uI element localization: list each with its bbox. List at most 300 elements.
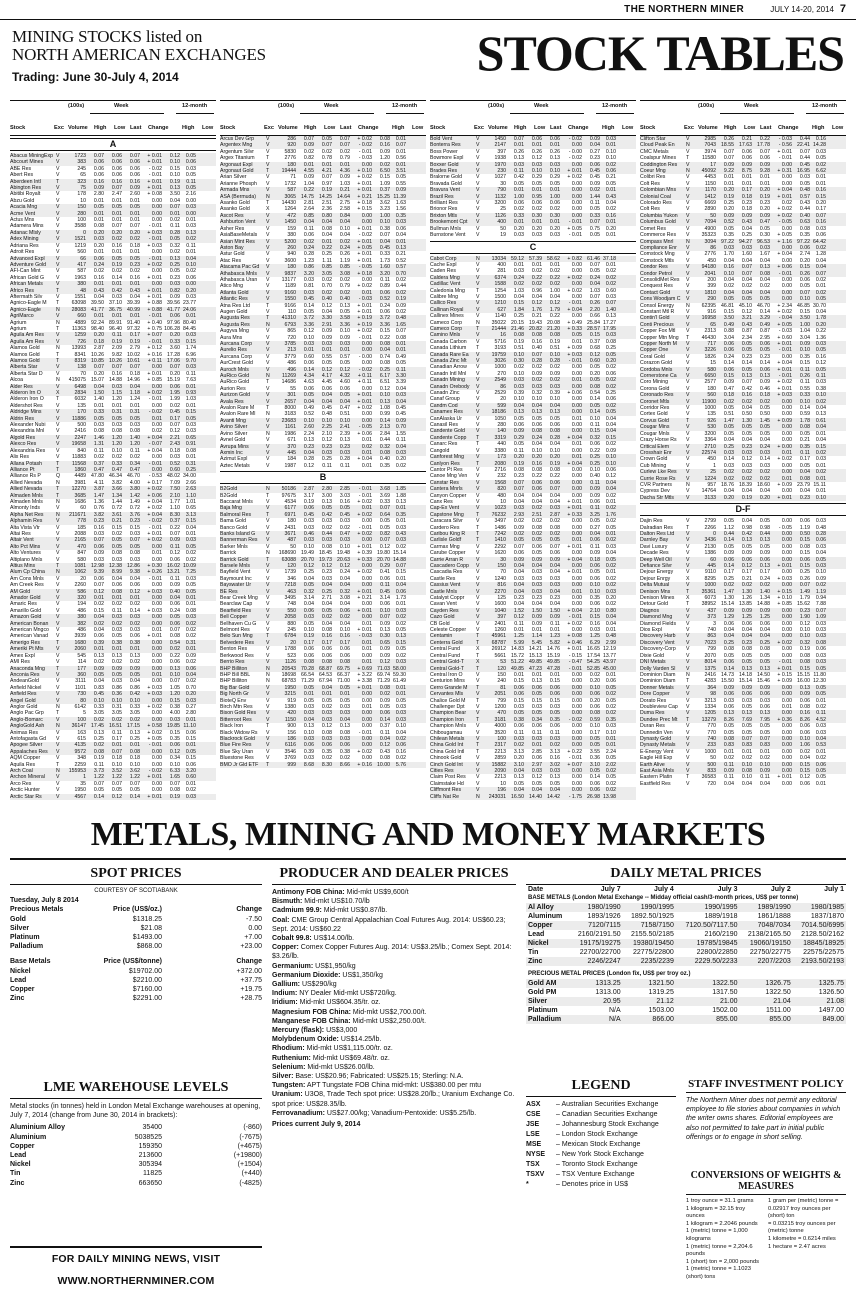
last: 0.33 [129, 703, 140, 710]
volume: 286 [287, 136, 296, 142]
week-low: 0.06 [531, 136, 542, 142]
change: 0.00 [151, 755, 162, 762]
exchange: V [476, 377, 480, 384]
stock-rows [220, 136, 426, 768]
change: + 0.02 [147, 261, 162, 268]
week-high: 0.04 [93, 293, 104, 300]
high-12m: 0.52 [379, 296, 390, 303]
week-high: 0.05 [723, 424, 734, 431]
stock-name: Bitterroot Res [220, 716, 252, 723]
week-low: 0.03 [321, 735, 332, 742]
change: 0.00 [151, 364, 162, 371]
stock-name: Chalice Gold M [430, 697, 466, 704]
last: 0.03 [339, 710, 350, 717]
low-12m: 0.60 [185, 774, 196, 781]
exchange: V [476, 447, 480, 454]
volume: 16958 [701, 315, 716, 322]
low-12m: 0.45 [395, 405, 406, 412]
low-12m: 0.01 [185, 716, 196, 723]
volume: 80 [80, 697, 86, 704]
volume: 1334 [704, 703, 716, 710]
change: 0.00 [571, 187, 582, 194]
stock-name: Augusta Res [220, 315, 250, 322]
week-high: 0.11 [724, 774, 734, 781]
exchange: V [56, 370, 60, 377]
volume: 1132 [494, 193, 506, 200]
stock-name: Bannerman Res [220, 537, 258, 544]
change: 0.00 [571, 671, 582, 678]
week-low: 0.12 [321, 563, 332, 569]
high-12m: 0.35 [799, 443, 810, 450]
week-low: 0.04 [111, 575, 122, 582]
low-12m: 0.20 [395, 456, 406, 463]
high-12m: 0.15 [799, 264, 810, 271]
last: 0.83 [759, 742, 770, 749]
last: 0.05 [759, 729, 770, 736]
high-12m: 0.08 [379, 341, 390, 347]
low-12m: 0.01 [395, 161, 406, 168]
last: 0.09 [129, 185, 140, 192]
volume: 50186 [281, 486, 296, 493]
exchange: N [56, 479, 60, 486]
change: 0.00 [781, 424, 792, 431]
week-low: 0.19 [111, 261, 122, 268]
low-12m: 0.04 [605, 422, 616, 429]
producer-price: Mid-mkt US$26.00/lb. [305, 1063, 375, 1071]
stock-name: Asanko Gold [220, 200, 250, 207]
stock-name: Apogee Silver [10, 742, 43, 749]
stock-name: Condor Res [640, 264, 668, 271]
legend-code: MSE [526, 1141, 542, 1148]
change: 0.00 [571, 268, 582, 275]
stock-name: Centamin [430, 633, 453, 640]
change: - 0.04 [778, 315, 792, 322]
high-12m: 0.02 [169, 249, 180, 256]
change: + 0.85 [777, 601, 792, 608]
footer-banner[interactable]: FOR DAILY MINING NEWS, VISIT WWW.NORTHERNMINER.COM [10, 1246, 262, 1268]
volume: 2292 [494, 543, 506, 550]
low-12m: 11.39 [393, 193, 406, 200]
week-high: 0.02 [513, 281, 524, 288]
last: 0.06 [549, 422, 560, 429]
header-high: High [724, 125, 737, 131]
exchange: V [56, 409, 60, 416]
stock-level: 11825 [143, 1170, 162, 1178]
high-12m: 39.56 [167, 300, 180, 307]
last: 0.10 [129, 697, 140, 704]
exchange: V [56, 671, 60, 678]
week-low: 14.25 [319, 193, 332, 200]
low-12m: 1.09 [815, 614, 826, 621]
exchange: V [476, 723, 480, 730]
low-12m: 0.03 [185, 793, 196, 800]
volume: 14686 [281, 379, 296, 386]
low-12m: 0.05 [395, 627, 406, 634]
daily-cell: 1497.00 [818, 1007, 844, 1014]
last: 0.01 [129, 313, 140, 320]
exchange: V [686, 494, 690, 501]
exchange: T [686, 588, 690, 595]
week-low: 0.11 [112, 332, 122, 339]
last: 0.01 [129, 249, 140, 256]
volume: 1040 [494, 607, 506, 614]
volume: 15 [710, 360, 716, 367]
week-high: 0.14 [723, 456, 734, 463]
change: + 0.09 [777, 481, 792, 488]
exchange: V [266, 257, 270, 264]
high-12m: 0.65 [379, 639, 390, 646]
header-stock: Stock [640, 125, 656, 131]
volume: 2431 [284, 524, 296, 531]
last: 0.25 [129, 735, 140, 742]
stock-name: Arco Res [10, 780, 32, 787]
exchange: V [686, 684, 690, 691]
last: 0.13 [759, 665, 770, 672]
stock-name: Canforest Mng [430, 454, 465, 461]
week-low: 1.20 [111, 396, 122, 403]
exchange: V [266, 742, 270, 749]
last: 0.06 [129, 172, 140, 179]
volume: 2260 [74, 582, 86, 589]
conversions-left [686, 1198, 764, 1282]
change: + 0.01 [567, 505, 582, 512]
change: 0.00 [781, 405, 792, 412]
last: 4.36 [339, 168, 350, 175]
high-12m: 0.19 [799, 646, 810, 653]
volume: 180 [287, 161, 296, 168]
high-12m: 0.45 [589, 168, 600, 175]
low-12m: 80.40 [183, 319, 196, 326]
low-12m: 0.11 [396, 437, 406, 444]
week-high: 0.03 [303, 710, 314, 717]
week-high: 0.25 [723, 639, 734, 646]
low-12m: 0.20 [605, 225, 616, 232]
volume: 5200 [284, 238, 296, 245]
stock-name: Canarc Res [430, 441, 458, 448]
week-low: 0.06 [531, 543, 542, 550]
low-12m: 0.02 [605, 768, 616, 774]
high-12m: 0.07 [799, 148, 810, 155]
week-low: 14.21 [529, 646, 542, 653]
stock-name: Discovery Vent [640, 639, 675, 646]
week-high: 0.12 [303, 563, 314, 569]
week-high: 0.02 [93, 601, 104, 608]
last: 3.05 [129, 710, 140, 717]
week-high: 0.01 [93, 313, 104, 320]
week-high: 0.05 [303, 582, 314, 589]
stock-name: Consol Energy [640, 302, 675, 309]
last: 0.09 [759, 212, 770, 219]
high-12m: 3.04 [799, 334, 810, 341]
low-12m: 0.01 [185, 217, 196, 224]
low-12m: 0.04 [395, 729, 406, 736]
daily-cell: 20.95 [569, 997, 622, 1006]
high-12m: 0.06 [169, 601, 180, 608]
week-low: 0.04 [321, 232, 332, 239]
last: 0.13 [129, 729, 140, 736]
week-high: 0.10 [303, 627, 314, 634]
exchange: V [266, 524, 270, 531]
week-low: 0.12 [741, 456, 752, 463]
week-high: 0.02 [513, 364, 524, 371]
volume: 450 [707, 456, 716, 463]
exchange: X [686, 575, 690, 582]
low-12m: 0.02 [605, 441, 616, 448]
volume: 323 [77, 178, 86, 185]
legend-meaning: – TSX Venture Exchange [556, 1171, 635, 1178]
volume: 25 [710, 469, 716, 476]
last: 0.18 [129, 755, 140, 762]
high-12m: 0.04 [589, 142, 600, 149]
exchange: V [686, 385, 690, 392]
high-12m: 0.08 [799, 659, 810, 666]
change: - 0.01 [568, 300, 582, 307]
change: 0.00 [361, 385, 372, 392]
low-12m: 0.00 [185, 210, 196, 217]
volume: 6669 [704, 200, 716, 207]
week-low: 0.06 [531, 479, 542, 486]
stock-name: Agnico-Eagle [10, 306, 41, 313]
low-12m: 0.01 [815, 462, 826, 469]
volume: 1588 [494, 281, 506, 288]
week-low: 0.32 [531, 390, 542, 397]
low-12m: 0.09 [185, 652, 196, 659]
high-12m: 71.29 [377, 678, 390, 685]
high-12m: 0.10 [799, 735, 810, 742]
week-high: 3.50 [723, 315, 734, 322]
stock-name: Canoe Mng Ven [430, 473, 468, 480]
exchange: V [686, 430, 690, 437]
low-12m: 0.03 [395, 607, 406, 614]
stock-name: Cities Res [430, 768, 454, 774]
exchange: T [476, 748, 480, 755]
stock-name: Copper Mtn Mng [640, 334, 679, 341]
week-high: 0.01 [513, 627, 524, 634]
legend-item [526, 1100, 676, 1110]
week-high: 0.04 [513, 498, 524, 505]
volume: 1189 [284, 283, 296, 290]
volume: 1101 [74, 684, 86, 691]
high-12m: 0.03 [169, 716, 180, 723]
high-12m: 1.00 [799, 321, 810, 328]
low-12m: 0.01 [815, 488, 826, 495]
exchange: V [476, 142, 480, 149]
change: 0.00 [781, 225, 792, 232]
high-12m: 0.06 [799, 723, 810, 730]
change: + 0.02 [357, 498, 372, 505]
last: 0.03 [339, 518, 350, 525]
low-12m: 0.02 [185, 678, 196, 685]
week-low: 0.04 [321, 219, 332, 226]
last: 0.06 [759, 366, 770, 373]
exchange: V [686, 607, 690, 614]
week-low: 1.26 [741, 595, 752, 602]
high-12m: 0.36 [589, 755, 600, 762]
high-12m: 0.06 [379, 710, 390, 717]
volume: 1140 [494, 313, 506, 320]
exchange: V [476, 168, 480, 175]
exchange: V [686, 328, 690, 335]
week-high: 2.93 [513, 511, 524, 518]
change: - 0.05 [778, 219, 792, 226]
change: + 0.01 [777, 148, 792, 155]
week-low: 0.01 [321, 238, 332, 245]
change: + 0.04 [567, 556, 582, 563]
stock-name: Coronet Mtls [640, 398, 670, 405]
stock-name: Curlew Lke Res [640, 469, 677, 476]
low-12m: 0.02 [395, 276, 406, 283]
volume: 799 [497, 697, 506, 704]
week-low: 0.10 [321, 417, 332, 424]
stock-name: Dejour Energy [640, 569, 674, 576]
volume: 280 [497, 422, 506, 429]
stock-name: Alder Res [10, 383, 33, 390]
high-12m: 6.17 [379, 373, 390, 380]
stock-name: Canaf Group [430, 396, 460, 403]
legend-item [526, 1140, 676, 1150]
high-12m: 0.35 [799, 353, 810, 360]
change: 0.00 [781, 161, 792, 168]
exchange: V [56, 582, 60, 589]
low-12m: 0.00 [185, 197, 196, 204]
low-12m: 0.03 [185, 204, 196, 211]
week-low: 4.17 [321, 373, 332, 380]
stock-name: Columbia Yukon [640, 212, 678, 219]
exchange: V [266, 537, 270, 544]
daily-cell: 849.00 [793, 1015, 846, 1024]
week-low: 2.80 [321, 486, 332, 493]
week-low: 3.52 [111, 768, 122, 774]
exchange: T [686, 524, 690, 531]
header-volume: Volume [278, 125, 298, 131]
exchange: V [56, 774, 60, 781]
high-12m: 15.25 [377, 193, 390, 200]
last: 1.40 [129, 434, 140, 441]
exchange: V [476, 595, 480, 602]
daily-cell: Silver [526, 997, 569, 1006]
change: + 0.17 [147, 479, 162, 486]
stock-name: Constant Mtl R [640, 308, 675, 315]
stock-name: Bluestone Res [220, 755, 254, 762]
week-low: 0.04 [321, 398, 332, 405]
daily-cell: 2138/2165.50 [747, 931, 791, 938]
week-high: 14.75 [301, 193, 314, 200]
stock-name: Birch Mtn Res [220, 703, 253, 710]
volume: 2710 [704, 443, 716, 450]
exchange: V [686, 723, 690, 730]
stock-name: Cinch Gold Int [430, 761, 463, 768]
exchange: V [56, 242, 60, 249]
high-12m: 0.41 [379, 569, 390, 576]
high-12m: 0.05 [799, 462, 810, 469]
last: 18.60 [757, 481, 770, 488]
week-high: 0.05 [513, 415, 524, 422]
change: 0.00 [571, 735, 582, 742]
stock-name: Eastern Platin [640, 774, 673, 781]
week-high: 0.03 [723, 244, 734, 251]
last: 0.30 [759, 232, 770, 239]
change: 0.00 [781, 462, 792, 469]
week-high: 0.39 [93, 639, 104, 646]
exchange: V [686, 488, 690, 495]
high-12m: 19.80 [377, 550, 390, 557]
low-12m: 0.03 [815, 652, 826, 659]
week-low: 0.02 [321, 614, 332, 621]
high-12m: 0.14 [379, 716, 390, 723]
exchange: T [266, 633, 270, 640]
week-low: 0.03 [321, 716, 332, 723]
stock-name: Asanko Gold [220, 206, 250, 213]
exchange: T [56, 460, 60, 467]
last: 0.06 [339, 646, 350, 653]
volume: 417 [77, 261, 86, 268]
exchange: T [266, 492, 270, 499]
week-low: 0.10 [531, 168, 542, 175]
week-high: 9.39 [93, 569, 104, 576]
change: + 0.01 [567, 543, 582, 550]
exchange: N [266, 486, 270, 493]
change: (-7675) [239, 1133, 262, 1141]
high-12m: 0.19 [169, 178, 180, 185]
conversions-box [686, 1170, 846, 1282]
week-high: 0.76 [93, 505, 104, 512]
week-low: 2.97 [531, 761, 542, 768]
week-high: 1.22 [93, 774, 104, 781]
week-low: 4.45 [321, 379, 332, 386]
exchange: V [266, 148, 270, 155]
exchange: V [476, 261, 480, 268]
change: 0.01 [151, 415, 162, 422]
producer-price: US$27.00/kg; Vanadium-Pentoxide: US$5.25/lb. [324, 1109, 477, 1117]
last: 0.19 [129, 338, 140, 345]
volume: 748 [287, 601, 296, 608]
stock-name: Caldera Mng [430, 274, 460, 281]
week-low: 0.09 [321, 328, 332, 335]
last: 0.11 [550, 620, 560, 627]
exchange: V [266, 219, 270, 226]
volume: 580 [77, 556, 86, 563]
exchange: V [686, 283, 690, 290]
stock-name: Crown Gold [640, 456, 668, 463]
stock-name: Canyon Copper [430, 492, 467, 499]
header-high: High [514, 125, 527, 131]
stock-name: Altair Vent [10, 537, 34, 544]
last: 0.02 [549, 364, 560, 371]
high-12m: 0.06 [799, 697, 810, 704]
volume: 173 [497, 454, 506, 461]
week-high: 0.03 [303, 276, 314, 283]
change: + 0.01 [567, 168, 582, 175]
week-high: 0.05 [723, 296, 734, 303]
change: + 0.07 [567, 761, 582, 768]
low-12m: 0.01 [605, 261, 616, 268]
low-12m: 0.05 [815, 347, 826, 354]
last: 0.06 [129, 165, 140, 172]
high-12m: 2.84 [379, 430, 390, 437]
change: 0.00 [361, 614, 372, 621]
change: 0.00 [571, 723, 582, 730]
volume: 110 [287, 308, 296, 315]
high-12m: 0.15 [799, 563, 810, 569]
exchange: V [686, 569, 690, 576]
week-low: 0.07 [741, 264, 752, 271]
last: 3.36 [339, 321, 350, 328]
change: 0.00 [781, 437, 792, 444]
low-12m: 0.02 [605, 364, 616, 371]
low-12m: 0.02 [605, 206, 616, 213]
high-12m: 0.06 [589, 575, 600, 582]
high-12m: 0.18 [589, 556, 600, 563]
